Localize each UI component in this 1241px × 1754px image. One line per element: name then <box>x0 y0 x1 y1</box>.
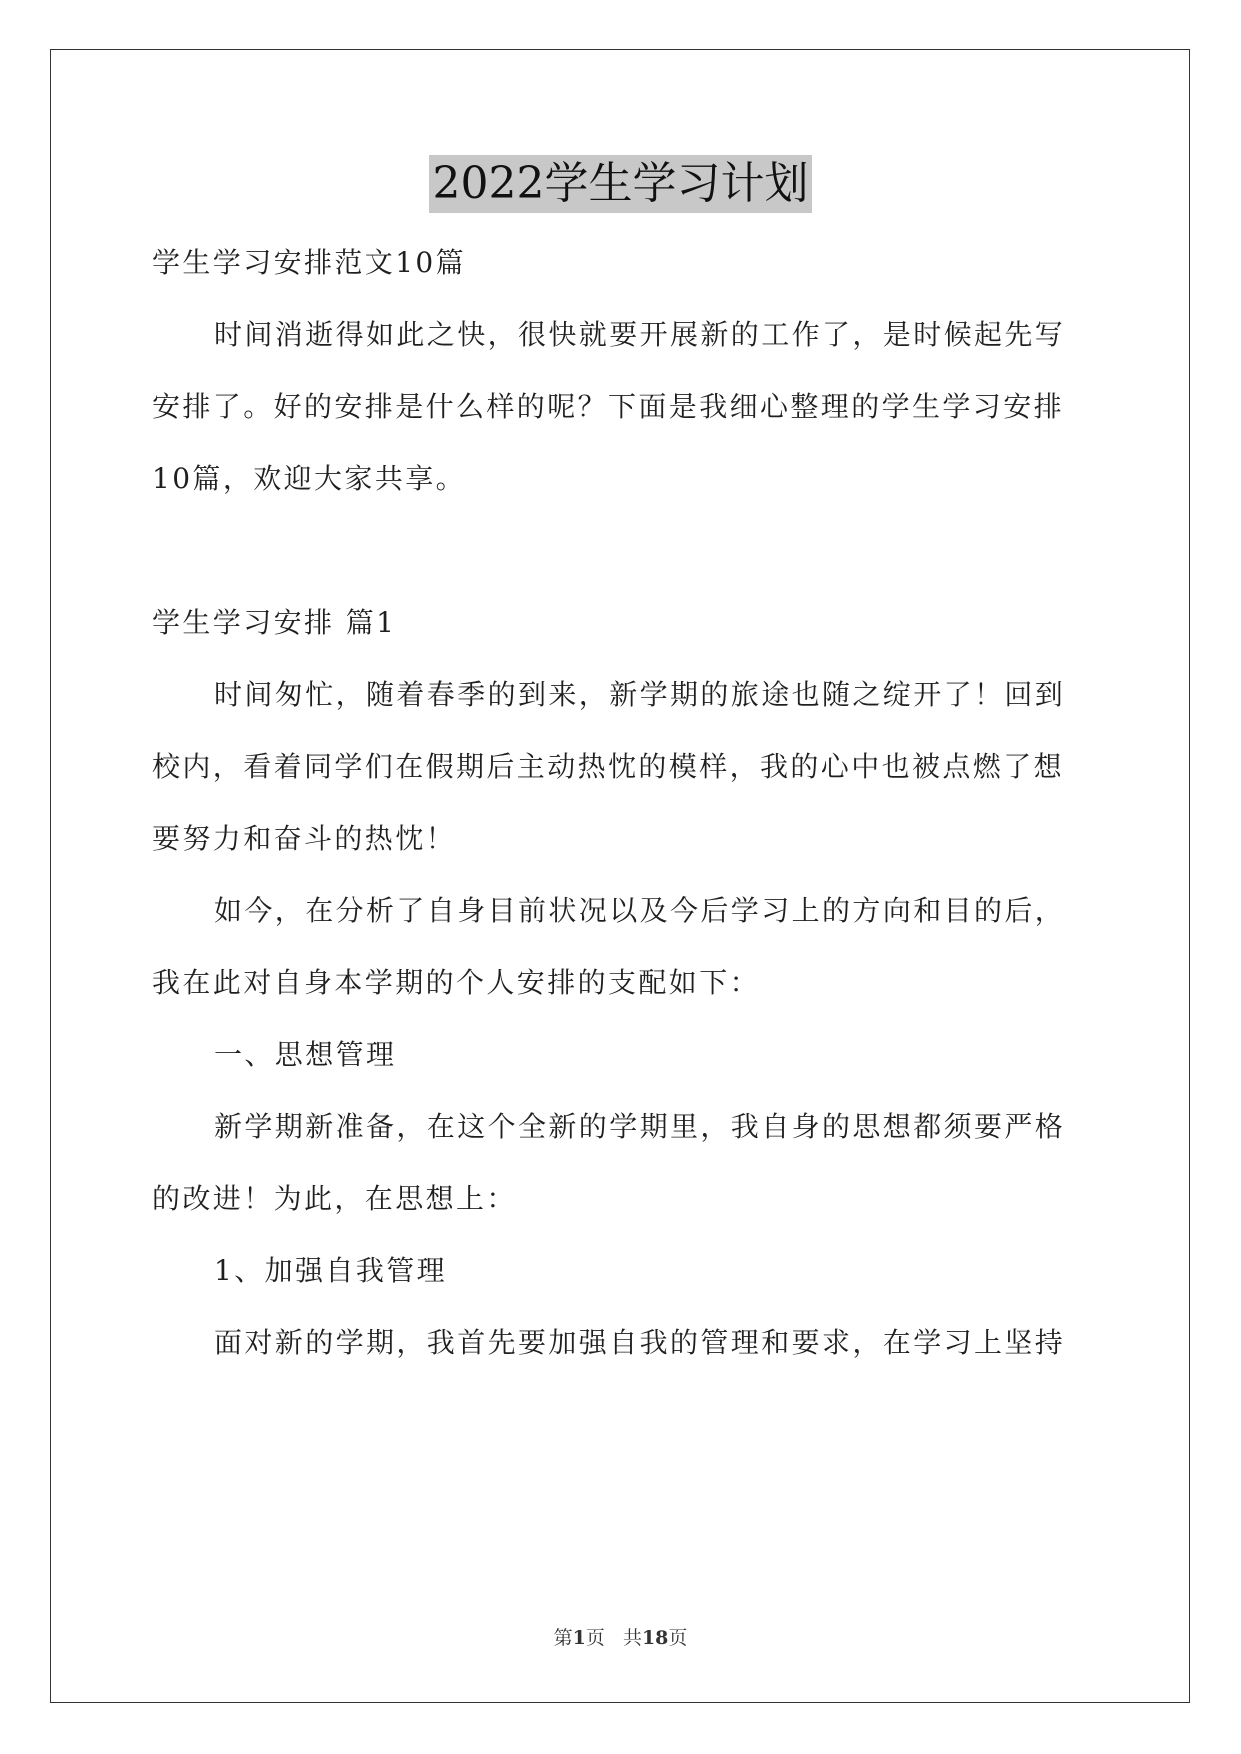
body-line: 要努力和奋斗的热忱！ <box>152 822 457 855</box>
body-line: 时间匆忙，随着春季的到来，新学期的旅途也随之绽开了！回到 <box>214 678 1066 711</box>
subheading-self-management: 1、加强自我管理 <box>214 1254 448 1287</box>
footer-prefix: 第 <box>553 1627 573 1649</box>
title-container <box>0 155 1241 213</box>
footer-page-current: 1 <box>572 1627 586 1649</box>
intro-line: 安排了。好的安排是什么样的呢？下面是我细心整理的学生学习安排 <box>152 390 1065 423</box>
section-heading: 学生学习安排 篇1 <box>152 606 397 639</box>
body-line: 面对新的学期，我首先要加强自我的管理和要求，在学习上坚持 <box>214 1326 1066 1359</box>
body-line: 我在此对自身本学期的个人安排的支配如下： <box>152 966 761 999</box>
body-line: 新学期新准备，在这个全新的学期里，我自身的思想都须要严格 <box>214 1110 1066 1143</box>
intro-line: 时间消逝得如此之快，很快就要开展新的工作了，是时候起先写 <box>214 318 1066 351</box>
page-border <box>50 49 1190 1703</box>
body-line: 的改进！为此，在思想上： <box>152 1182 517 1215</box>
footer-page-total: 18 <box>641 1627 669 1649</box>
document-title: 2022学生学习计划 <box>429 155 813 213</box>
body-line: 如今，在分析了自身目前状况以及今后学习上的方向和目的后， <box>214 894 1066 927</box>
subheading-thought-management: 一、思想管理 <box>214 1038 397 1071</box>
body-line: 校内，看着同学们在假期后主动热忱的模样，我的心中也被点燃了想 <box>152 750 1065 783</box>
page-footer <box>0 1625 1241 1651</box>
footer-suffix: 页 <box>668 1627 688 1649</box>
document-subtitle: 学生学习安排范文10篇 <box>152 246 467 279</box>
footer-mid: 页 共 <box>585 1627 642 1649</box>
intro-line: 10篇，欢迎大家共享。 <box>152 462 467 495</box>
